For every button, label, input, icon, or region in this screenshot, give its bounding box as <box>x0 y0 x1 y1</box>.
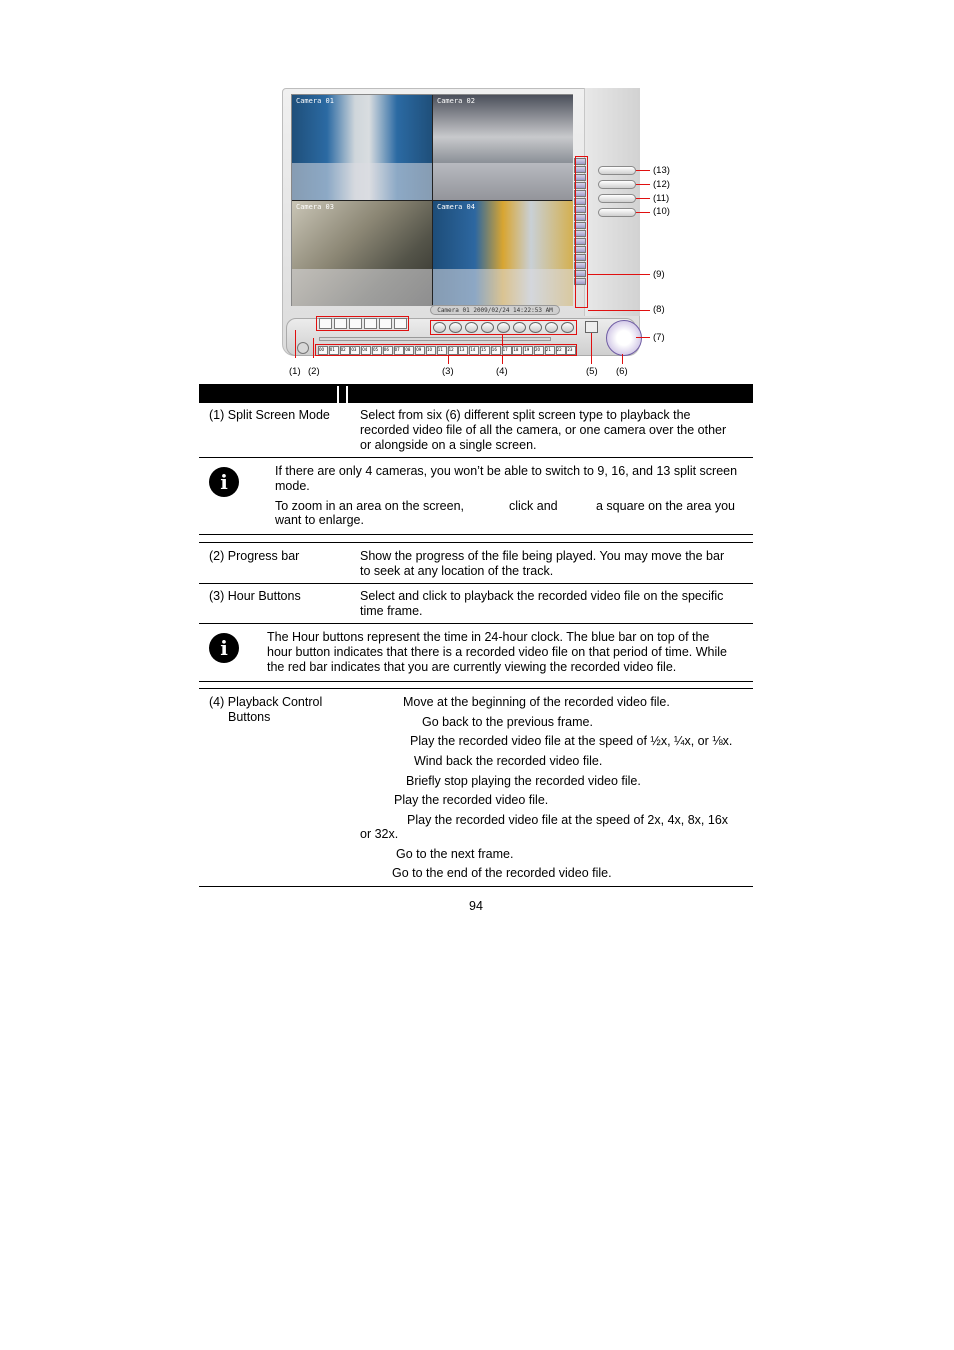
table-header <box>199 384 753 403</box>
hour-button[interactable]: 20 <box>534 346 544 355</box>
row-label-playback: (4) Playback Control <box>209 695 323 709</box>
callout-11: (11) <box>653 193 670 204</box>
info-icon: i <box>209 467 239 497</box>
note-text: hour button indicates that there is a recorded video file on that period of time. While <box>267 645 727 659</box>
export-button[interactable] <box>598 208 636 217</box>
split-highlight <box>316 316 409 331</box>
playback-item: Wind back the recorded video file. <box>414 754 603 768</box>
row-label-playback-2: Buttons <box>228 710 271 724</box>
playback-item: Briefly stop playing the recorded video file. <box>406 774 641 788</box>
leader-line <box>636 198 650 199</box>
callout-5: (5) <box>586 366 598 377</box>
divider <box>199 542 753 543</box>
hour-button[interactable]: 09 <box>415 346 425 355</box>
row-label-hour: (3) Hour Buttons <box>209 589 301 603</box>
playback-highlight <box>430 320 577 335</box>
hour-button[interactable]: 19 <box>523 346 533 355</box>
hour-button[interactable]: 04 <box>361 346 371 355</box>
leader-line <box>591 333 592 364</box>
callout-4: (4) <box>496 366 508 377</box>
camera-view-3[interactable] <box>292 201 432 306</box>
note-text: The Hour buttons represent the time in 24-hour clock. The blue bar on top of the <box>267 630 710 644</box>
camera-strip-highlight <box>575 156 588 308</box>
progress-knob[interactable] <box>297 342 309 354</box>
note-text: If there are only 4 cameras, you won’t be able to switch to 9, 16, and 13 split screen <box>275 464 738 478</box>
print-button[interactable] <box>585 321 598 333</box>
snapshot-button[interactable] <box>598 180 636 189</box>
hour-button[interactable]: 23 <box>566 346 576 355</box>
hour-button[interactable]: 07 <box>394 346 404 355</box>
note-text: want to enlarge. <box>275 513 364 527</box>
divider <box>199 583 753 584</box>
playback-item: Play the recorded video file at the speed of ½x, ¼x, or ⅛x. <box>410 734 733 748</box>
note-text: a square on the area you <box>596 499 735 513</box>
divider <box>199 457 753 458</box>
hour-button[interactable]: 13 <box>458 346 468 355</box>
divider <box>199 623 753 624</box>
leader-line <box>636 337 650 338</box>
hour-button[interactable]: 14 <box>469 346 479 355</box>
row-desc: Show the progress of the file being played. You may move the bar <box>360 549 725 563</box>
leader-line <box>313 338 314 358</box>
note-text: mode. <box>275 479 310 493</box>
playback-item: or 32x. <box>360 827 399 841</box>
hour-button[interactable]: 08 <box>404 346 414 355</box>
hour-button[interactable]: 22 <box>556 346 566 355</box>
camera-caption: Camera 01 <box>296 97 334 105</box>
row-label-progress: (2) Progress bar <box>209 549 300 563</box>
hour-button[interactable]: 15 <box>480 346 490 355</box>
hour-button[interactable]: 16 <box>491 346 501 355</box>
callout-12: (12) <box>653 179 670 190</box>
full-screen-button[interactable] <box>598 166 636 175</box>
row-desc: Select and click to playback the recorded video file on the specific <box>360 589 724 603</box>
camera-view-2[interactable] <box>433 95 573 200</box>
hour-button[interactable]: 12 <box>448 346 458 355</box>
page-number: 94 <box>469 899 483 913</box>
note-text: the red bar indicates that you are currently viewing the recorded video file. <box>267 660 677 674</box>
leader-line <box>295 330 296 358</box>
mode-dial[interactable] <box>606 320 642 356</box>
callout-1: (1) <box>289 366 301 377</box>
segment-button[interactable] <box>598 194 636 203</box>
hour-button[interactable]: 01 <box>329 346 339 355</box>
playback-screenshot <box>282 88 642 358</box>
status-title-bar: Camera 01 2009/02/24 14:22:53 AM <box>430 305 560 315</box>
leader-line <box>588 274 650 275</box>
callout-10: (10) <box>653 206 670 217</box>
hour-button[interactable]: 18 <box>512 346 522 355</box>
leader-line <box>448 354 449 364</box>
note-text: To zoom in an area on the screen, <box>275 499 465 513</box>
callout-13: (13) <box>653 165 670 176</box>
camera-view-1[interactable] <box>292 95 432 200</box>
leader-line <box>588 310 650 311</box>
playback-item: Play the recorded video file. <box>394 793 549 807</box>
leader-line <box>622 354 623 364</box>
progress-bar[interactable] <box>319 337 551 341</box>
hour-button[interactable]: 10 <box>426 346 436 355</box>
video-grid <box>291 94 573 306</box>
callout-9: (9) <box>653 269 665 280</box>
hour-button[interactable]: 21 <box>545 346 555 355</box>
callout-7: (7) <box>653 332 665 343</box>
camera-caption: Camera 04 <box>437 203 475 211</box>
leader-line <box>636 184 650 185</box>
divider <box>199 681 753 682</box>
hour-button[interactable]: 02 <box>340 346 350 355</box>
row-desc: to seek at any location of the track. <box>360 564 554 578</box>
hour-button[interactable]: 17 <box>502 346 512 355</box>
row-desc: or alongside on a single screen. <box>360 438 537 452</box>
row-label-split: (1) Split Screen Mode <box>209 408 330 422</box>
leader-line <box>636 212 650 213</box>
callout-8: (8) <box>653 304 665 315</box>
hour-button[interactable]: 00 <box>318 346 328 355</box>
row-desc: time frame. <box>360 604 423 618</box>
divider <box>199 688 753 689</box>
callout-6: (6) <box>616 366 628 377</box>
camera-caption: Camera 02 <box>437 97 475 105</box>
note-text: click and <box>509 499 558 513</box>
camera-caption: Camera 03 <box>296 203 334 211</box>
divider <box>199 534 753 535</box>
divider <box>199 886 753 887</box>
info-icon: i <box>209 633 239 663</box>
row-desc: Select from six (6) different split screen type to playback the <box>360 408 691 422</box>
playback-item: Move at the beginning of the recorded video file. <box>403 695 670 709</box>
camera-view-4[interactable] <box>433 201 573 306</box>
playback-item: Go back to the previous frame. <box>422 715 593 729</box>
playback-item: Play the recorded video file at the speed of 2x, 4x, 8x, 16x <box>407 813 729 827</box>
row-desc: recorded video file of all the camera, or one camera over the other <box>360 423 727 437</box>
playback-item: Go to the next frame. <box>396 847 514 861</box>
callout-3: (3) <box>442 366 454 377</box>
hour-button[interactable]: 06 <box>383 346 393 355</box>
playback-item: Go to the end of the recorded video file. <box>392 866 612 880</box>
hour-button[interactable]: 11 <box>437 346 447 355</box>
callout-2: (2) <box>308 366 320 377</box>
hour-button[interactable]: 05 <box>372 346 382 355</box>
leader-line <box>636 170 650 171</box>
hour-button[interactable]: 03 <box>350 346 360 355</box>
